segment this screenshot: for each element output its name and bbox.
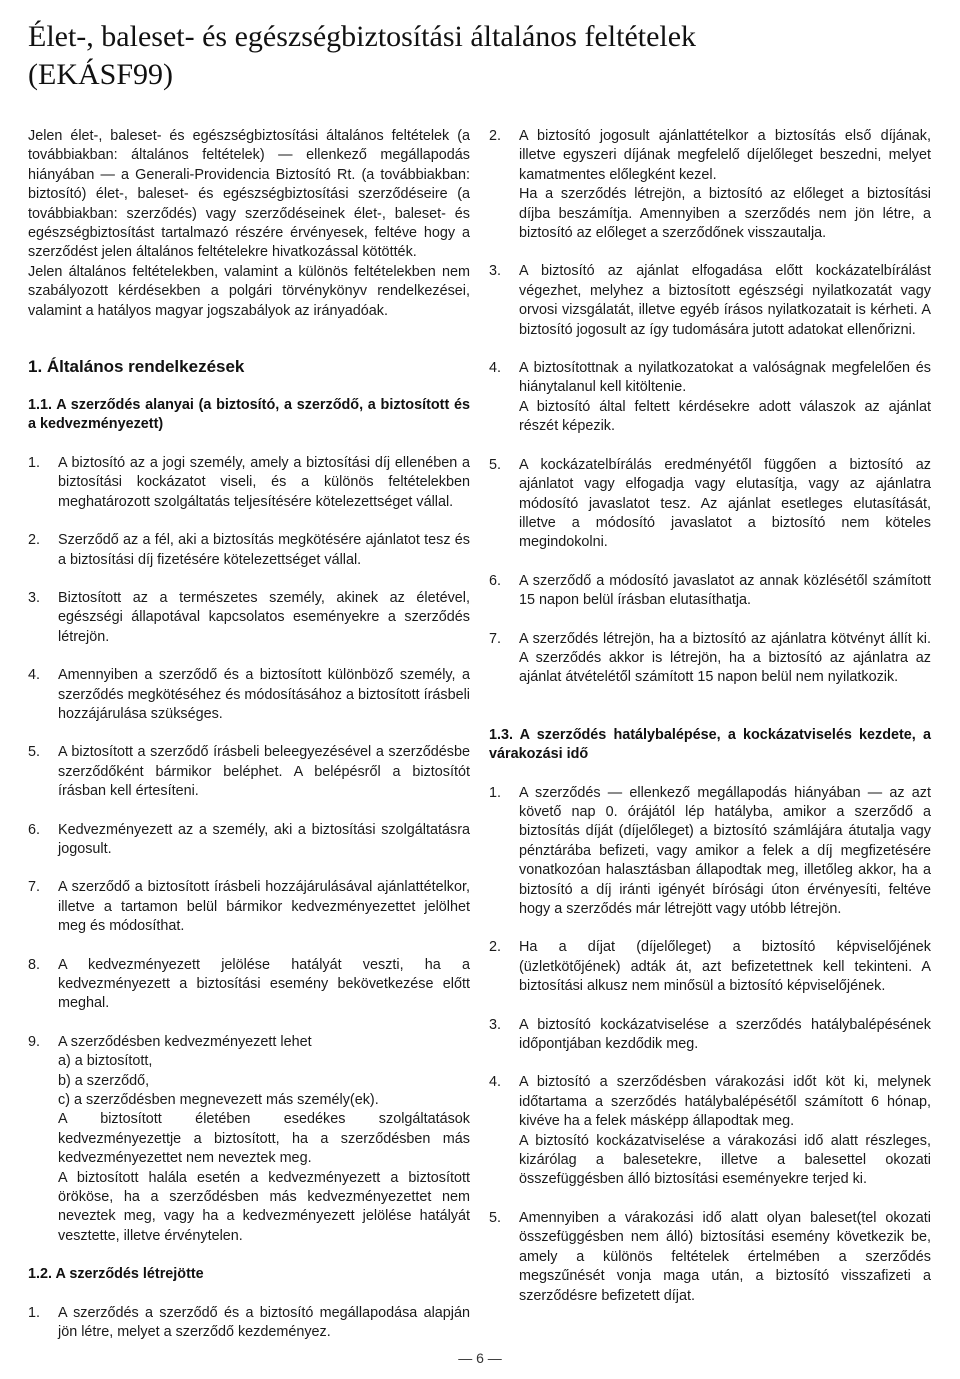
list-item: 1. A biztosító az a jogi személy, amely a biztosítási díj ellenében a biztosítási kockázatot viseli, és a különös feltételekben meghatározott szolgáltatás teljesítésére kötelezettséget vállal.: [28, 454, 470, 510]
list-item: 2. Szerződő az a fél, aki a biztosítás megkötésére ajánlatot tesz és a biztosítási díj fizetésére kötelezettséget vállal.: [28, 532, 470, 568]
intro-paragraph-2: Jelen általános feltételekben, valamint a különös feltételekben nem szabályozott kérdésekben a polgári törvénykönyv rendelkezései, valamint a hatályos magyar jogszabályok az irányadóak.: [28, 263, 470, 319]
document-title: [28, 18, 928, 94]
list-item: 8. A kedvezményezett jelölése hatályát veszti, ha a kedvezményezett a biztosítási esemény bekövetkezése előtt meghal.: [28, 956, 470, 1012]
list-item: 7. A szerződő a biztosított írásbeli hozzájárulásával ajánlattételkor, illetve a tartamon belül bármikor kedvezményezettet jelölhet meg és módosíthat.: [28, 879, 470, 935]
title-line-1: Élet-, baleset- és egészségbiztosítási általános feltételek: [28, 20, 697, 53]
intro-paragraph-1: Jelen élet-, baleset- és egészségbiztosítási általános feltételek (a továbbiakban: általános feltételek) — ellenkező megállapodás hiányában — a Generali-Providencia Biztosító Rt. (a továbbiakban: biztosító) élet-, baleset- és egészségbiztosítási szerződéseire (a továbbiakban: szerződés) vagy szerződéseinek élet-, baleset- és egészségbiztosítást tartalmazó részére érvényesek, feltéve hogy a szerződést jelen általános feltételekre hivatkozással kötötték.: [28, 128, 470, 261]
list-item: 1. A szerződés — ellenkező megállapodás hiányában — az azt követő nap 0. órájától lép hatályba, amikor a szerződő a biztosítás díját (díjelőleget) a biztosító számlájára átutalja vagy pénztárába befizeti, vagy amikor a felek a díj megfizetésére vonatkozóan halasztásban állapodtak meg, illetőleg akkor, ha a biztosító a díj iránti igényét bírósági úton érvényesíti, feltéve hogy a szerződés már létrejött vagy utóbb létrejön.: [489, 784, 931, 917]
list-item: 5. A biztosított a szerződő írásbeli beleegyezésével a szerződésbe szerződőként bármikor beléphet. A belépésről a biztosítót írásban kell értesíteni.: [28, 744, 470, 800]
list-item: 2. A biztosító jogosult ajánlattételkor a biztosítás első díjának, illetve egyszeri díjának megfelelő díjelőleget beszedni, melyet kamatmentes előlegként kezel. Ha a szerződés létrejön, a biztosító az előleget a biztosítási díjba beszámítja. Amennyiben a szerződés nem jön létre, a biztosító az előleget a szerződőnek visszautalja.: [489, 128, 931, 242]
beneficiary-paragraph-2: A biztosított életében esedékes szolgáltatások kedvezményezettje a biztosított, ha a szerződésben más kedvezményezettet nem neveztek meg.: [58, 1111, 470, 1167]
list-item: 4. A biztosító a szerződésben várakozási időt köt ki, melynek időtartama a szerződés hatálybalépésétől számított 6 hónap, kivéve ha a felek másképp állapodtak meg. A biztosító kockázatviselése a várakozási idő alatt részleges, kizárólag a balesetekre, illetve a balesettel okozati összefüggésben álló biztosítási eseményekre terjed ki.: [489, 1074, 931, 1188]
section-heading-1: 1. Általános rendelkezések: [28, 357, 245, 377]
list-item: 5. A kockázatelbírálás eredményétől függően a biztosító az ajánlatot vagy elfogadja vagy elutasítja, vagy az ajánlatra módosító javaslatot tesz. Az ajánlat esetleges elutasítását, illetve a módosító javaslatot a biztosító nem köteles megindokolni.: [489, 456, 931, 551]
beneficiary-option-a: a) a biztosított,: [58, 1053, 153, 1070]
list-item: 7. A szerződés létrejön, ha a biztosító az ajánlatra kötvényt állít ki. A szerződés akkor is létrejön, ha a biztosító az ajánlatra az ajánlat átvételétől számított 15 napon belül nem nyilatkozik.: [489, 630, 931, 686]
beneficiary-paragraph-3: A biztosított halála esetén a kedvezményezett a biztosított örököse, ha a szerződésben más kedvezményezettet nem neveztek meg, vagy ha a kedvezményezett jelölése hatályát vesztette, illetve érvénytelen.: [58, 1169, 470, 1244]
list-item: 3. Biztosított az a természetes személy, akinek az életével, egészségi állapotával kapcsolatos eseményekre a szerződés létrejön.: [28, 589, 470, 645]
list-item: 3. A biztosító az ajánlat elfogadása előtt kockázatelbírálást végezhet, melyhez a biztosított egészségi nyilatkozatát vagy orvosi vizsgálatát, illetve egyéb írásos nyilatkozatait is kérheti. A biztosító jogosult az így tudomására jutott adatokat ellenőrizni.: [489, 263, 931, 338]
list-item: 2. Ha a díjat (díjelőleget) a biztosító képviselőjének (üzletkötőjének) adták át, azt befizetettnek kell tekinteni. A biztosítási alkusz nem minősül a biztosító képviselőjének.: [489, 939, 931, 995]
subsection-heading-1-3: 1.3. A szerződés hatálybalépése, a kockázatviselés kezdete, a várakozási idő: [489, 726, 931, 763]
list-item-9: 9. A szerződésben kedvezményezett lehet a) a biztosított, b) a szerződő, c) a szerződésben megnevezett más személy(ek). A biztosított életében esedékes szolgáltatások kedvezményezettje a biztosított, ha a szerződésben más kedvezményezettet nem neveztek meg. A biztosított halála esetén a kedvezményezett a biztosított örököse, ha a szerződésben más kedvezményezettet nem neveztek meg, vagy ha a kedvezményezett jelölése hatályát vesztette, illetve érvénytelen.: [28, 1033, 470, 1244]
list-item: 6. Kedvezményezett az a személy, aki a biztosítási szolgáltatásra jogosult.: [28, 821, 470, 857]
list-item: 3. A biztosító kockázatviselése a szerződés hatálybalépésének időpontjában kezdődik meg.: [489, 1016, 931, 1053]
list-item: 6. A szerződő a módosító javaslatot az annak közlésétől számított 15 napon belül írásban elutasíthatja.: [489, 572, 931, 609]
list-item: 4. Amennyiben a szerződő és a biztosított különböző személy, a szerződés megkötéséhez és módosításához a biztosított írásbeli hozzájárulása szükséges.: [28, 667, 470, 722]
list-item: 5. Amennyiben a várakozási idő alatt olyan baleset(tel okozati összefüggésben nem álló) biztosítási esemény következik be, amely a különös feltételek értelmében a szerződés megszűnését vonja maga után, a biztosító visszafizeti a szerződésre befizetett díjat.: [489, 1209, 931, 1304]
left-column: [28, 127, 470, 1343]
right-column: [489, 127, 931, 1306]
beneficiary-option-b: b) a szerződő,: [58, 1072, 150, 1089]
beneficiary-option-c: c) a szerződésben megnevezett más személy(ek).: [58, 1092, 379, 1109]
list-item: 1. A szerződés a szerződő és a biztosító megállapodása alapján jön létre, melyet a szerződő kezdeményez.: [28, 1304, 470, 1341]
beneficiary-intro: A szerződésben kedvezményezett lehet: [58, 1033, 312, 1050]
title-line-2: (EKÁSF99): [28, 58, 174, 91]
list-item: 4. A biztosítottnak a nyilatkozatokat a valóságnak megfelelően és hiánytalanul kell kitöltenie. A biztosító által feltett kérdésekre adott válaszok az ajánlat részét képezik.: [489, 360, 931, 435]
page-number: — 6 —: [458, 1350, 502, 1366]
subsection-heading-1-1: 1.1. A szerződés alanyai (a biztosító, a szerződő, a biztosított és a kedvezményezett): [28, 397, 470, 433]
subsection-heading-1-2: 1.2. A szerződés létrejötte: [28, 1266, 204, 1283]
